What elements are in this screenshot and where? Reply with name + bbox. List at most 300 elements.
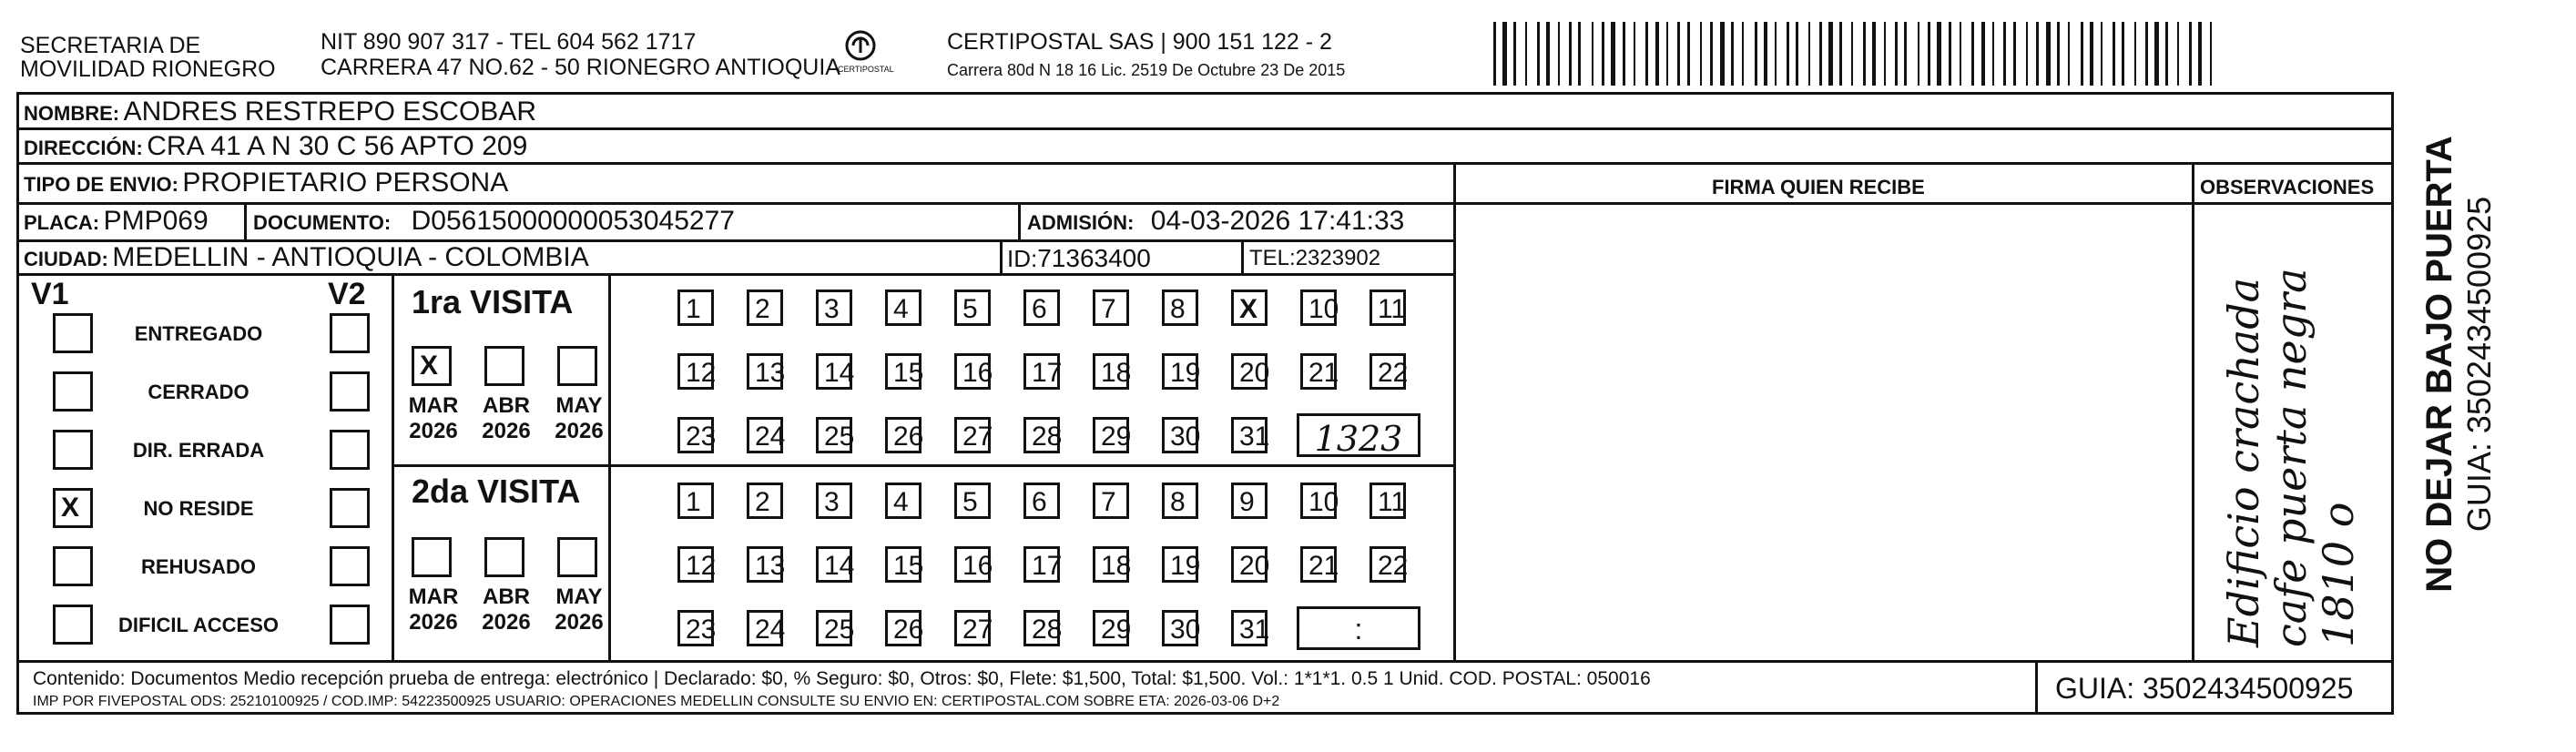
day-number: 18: [1101, 551, 1132, 581]
documento-label: DOCUMENTO:: [253, 211, 392, 234]
second-visit-day-box[interactable]: [816, 546, 855, 583]
courier-name: CERTIPOSTAL SAS | 900 151 122 - 2: [947, 29, 1332, 55]
day-number: 21: [1308, 551, 1339, 581]
time-value: :: [1354, 613, 1363, 645]
status-divider: [392, 273, 394, 663]
day-number: 21: [1308, 358, 1339, 388]
barcode-bar: [2003, 22, 2006, 86]
ciudad-label: CIUDAD:: [24, 248, 108, 270]
first-visit-day-box[interactable]: [1300, 353, 1337, 390]
year-label: 2026: [482, 419, 531, 443]
visit-divider: [392, 464, 1453, 467]
second-visit-day-box[interactable]: [677, 610, 717, 646]
second-visit-time-field[interactable]: [1297, 606, 1420, 650]
barcode-bar: [1928, 22, 1930, 86]
barcode-bar: [1904, 22, 1907, 86]
first-visit-day-box[interactable]: [954, 417, 991, 453]
guia-divider: [2035, 660, 2038, 715]
barcode-bar: [1720, 22, 1725, 86]
barcode-bar: [1731, 22, 1734, 86]
row-line: [16, 202, 1455, 205]
row-line: [16, 162, 2394, 165]
day-number: 3: [824, 487, 840, 517]
admision-divider: [1018, 202, 1021, 242]
visit-month-divider: [608, 273, 611, 663]
placa-divider: [244, 202, 247, 242]
barcode-bar: [1592, 22, 1593, 86]
first-visit-day-box[interactable]: [747, 417, 786, 453]
first-visit-title: 1ra VISITA: [412, 283, 574, 320]
tel-divider: [1241, 239, 1244, 276]
first-visit-day-box[interactable]: [747, 290, 783, 326]
day-number: 8: [1170, 487, 1186, 517]
second-visit-day-box[interactable]: [954, 610, 991, 646]
obs-header-line: [1453, 202, 2394, 205]
courier-license: Carrera 80d N 18 16 Lic. 2519 De Octubre 23 De 2015: [947, 61, 1346, 79]
day-number: 13: [755, 358, 786, 388]
tipo-value: PROPIETARIO PERSONA: [182, 168, 509, 198]
v1-checkbox[interactable]: [53, 488, 93, 528]
barcode-bar: [2068, 22, 2070, 86]
barcode-bar: [1971, 22, 1974, 86]
barcode-bar: [1537, 22, 1540, 86]
first-visit-day-box[interactable]: [1300, 290, 1337, 326]
day-number: 3: [824, 294, 840, 324]
barcode-bar: [2145, 22, 2148, 86]
admision-label: ADMISIÓN:: [1027, 211, 1135, 234]
barcode-bar: [2122, 22, 2124, 86]
day-number: 7: [1101, 487, 1116, 517]
barcode-bar: [2013, 22, 2016, 86]
firma-header: FIRMA QUIEN RECIBE: [1712, 176, 1925, 198]
id-divider: [1000, 239, 1003, 276]
first-visit-day-box[interactable]: [1162, 290, 1198, 326]
second-visit-day-box[interactable]: [885, 610, 924, 646]
nombre-label: NOMBRE:: [24, 102, 120, 125]
barcode-bar: [1851, 22, 1853, 86]
observaciones-line: 1810 o: [2314, 502, 2363, 647]
tipo-row: [24, 169, 508, 197]
status-option-label: CERRADO: [148, 381, 249, 403]
day-number: 30: [1170, 422, 1201, 452]
barcode-bar: [1787, 22, 1789, 86]
day-number: 26: [893, 615, 924, 645]
tipo-label: TIPO DE ENVIO:: [24, 173, 178, 196]
day-number: 31: [1239, 422, 1270, 452]
barcode-bar: [1755, 22, 1757, 86]
direccion-value: CRA 41 A N 30 C 56 APTO 209: [147, 131, 528, 161]
barcode-bar: [1677, 22, 1680, 86]
barcode-bar: [1808, 22, 1810, 86]
day-number: 12: [686, 551, 717, 581]
id-label: ID:: [1007, 245, 1038, 272]
month-label: MAY: [555, 584, 603, 609]
day-number: 9: [1239, 487, 1255, 517]
day-number: 20: [1239, 358, 1270, 388]
month-label: MAR: [408, 393, 459, 418]
barcode-bar: [2090, 22, 2093, 86]
month-label: MAR: [408, 584, 459, 609]
first-visit-day-box[interactable]: [816, 353, 855, 390]
sender-nit: NIT 890 907 317 - TEL 604 562 1717: [321, 29, 697, 55]
barcode-bar: [1884, 22, 1886, 86]
v2-checkbox[interactable]: [330, 488, 370, 528]
year-label: 2026: [409, 419, 458, 443]
first-visit-time-field[interactable]: [1297, 413, 1420, 457]
barcode-bar: [1742, 22, 1744, 86]
year-label: 2026: [409, 610, 458, 635]
first-visit-month-checkbox[interactable]: [484, 346, 524, 386]
barcode-bar: [1872, 22, 1876, 86]
status-option-label: DIR. ERRADA: [132, 439, 265, 462]
first-visit-day-box[interactable]: [885, 353, 924, 390]
second-visit-day-box[interactable]: [1023, 610, 1063, 646]
barcode-bar: [1796, 22, 1798, 86]
documento-value: D05615000000053045277: [411, 206, 735, 236]
side-guia: GUIA: 3502434500925: [2460, 196, 2498, 533]
tel-value: 2323902: [1295, 246, 1381, 270]
month-label: ABR: [483, 584, 530, 609]
second-visit-day-box[interactable]: [954, 483, 991, 519]
day-number: 19: [1170, 358, 1201, 388]
v1-header: V1: [31, 277, 69, 311]
barcode-bar: [1839, 22, 1842, 86]
frame-top-line: [16, 92, 2394, 95]
day-number: 2: [755, 294, 770, 324]
tel-label: TEL:: [1249, 246, 1296, 270]
year-label: 2026: [482, 610, 531, 635]
day-number: 24: [755, 615, 786, 645]
barcode-bar: [2026, 22, 2028, 86]
first-visit-day-box[interactable]: [954, 353, 991, 390]
day-number: 4: [893, 487, 909, 517]
barcode-bar: [1819, 22, 1822, 86]
barcode-bar: [2101, 22, 2103, 86]
barcode-bar: [1655, 22, 1659, 86]
admision-row: [1027, 208, 1404, 235]
v2-checkbox[interactable]: [330, 430, 370, 470]
second-visit-day-box[interactable]: [1369, 483, 1406, 519]
barcode-bar: [1710, 22, 1713, 86]
day-number: 14: [824, 358, 855, 388]
day-number: 31: [1239, 615, 1270, 645]
second-visit-day-box[interactable]: [1231, 546, 1268, 583]
second-visit-day-box[interactable]: [747, 610, 786, 646]
second-visit-day-box[interactable]: [1162, 610, 1201, 646]
first-visit-day-box[interactable]: [1231, 290, 1268, 326]
v2-checkbox[interactable]: [330, 546, 370, 586]
second-visit-day-box[interactable]: [1231, 610, 1268, 646]
barcode-bar: [2189, 22, 2192, 86]
barcode-bar: [1687, 22, 1690, 86]
observaciones-line: cafe puerta negra: [2266, 268, 2316, 647]
second-visit-day-box[interactable]: [954, 546, 991, 583]
day-number: 23: [686, 422, 717, 452]
day-number: 12: [686, 358, 717, 388]
v1-checkbox[interactable]: [53, 546, 93, 586]
barcode-bar: [1623, 22, 1625, 86]
v2-checkbox[interactable]: [330, 605, 370, 645]
v2-checkbox[interactable]: [330, 313, 370, 353]
first-visit-day-box[interactable]: [816, 417, 855, 453]
second-visit-title: 2da VISITA: [412, 473, 581, 510]
barcode-bar: [1546, 22, 1550, 86]
first-visit-day-box[interactable]: [1231, 353, 1268, 390]
barcode-bar: [2113, 22, 2115, 86]
second-visit-day-box[interactable]: [885, 483, 921, 519]
barcode-bar: [1937, 22, 1941, 86]
first-visit-day-box[interactable]: [1093, 290, 1129, 326]
observaciones-line: Edificio crachada: [2219, 277, 2268, 647]
second-visit-day-box[interactable]: [885, 546, 924, 583]
first-visit-day-box[interactable]: [1369, 353, 1409, 390]
second-visit-day-box[interactable]: [1023, 546, 1063, 583]
day-number: 22: [1378, 358, 1409, 388]
barcode-bar: [1578, 22, 1581, 86]
day-number: 6: [1032, 294, 1047, 324]
day-number: 2: [755, 487, 770, 517]
placa-label: PLACA:: [24, 211, 100, 234]
day-number: 27: [962, 615, 993, 645]
day-number: 6: [1032, 487, 1047, 517]
day-number: 27: [962, 422, 993, 452]
obs-left-line: [2192, 162, 2194, 663]
barcode-bar: [1558, 22, 1560, 86]
day-check-mark: X: [1239, 294, 1258, 324]
day-number: 18: [1101, 358, 1132, 388]
first-visit-day-box[interactable]: [885, 417, 924, 453]
barcode-bar: [2134, 22, 2136, 86]
day-number: 29: [1101, 615, 1132, 645]
barcode-bar: [1513, 22, 1516, 86]
second-visit-day-box[interactable]: [1093, 610, 1132, 646]
day-number: 23: [686, 615, 717, 645]
second-visit-month-checkbox[interactable]: [412, 537, 452, 577]
day-number: 17: [1032, 551, 1063, 581]
first-visit-day-box[interactable]: [1231, 417, 1268, 453]
barcode-bar: [1700, 22, 1702, 86]
second-visit-day-box[interactable]: [1369, 546, 1409, 583]
barcode-bar: [1525, 22, 1527, 86]
day-number: 30: [1170, 615, 1201, 645]
v1-checkbox[interactable]: [53, 313, 93, 353]
row-line: [16, 127, 2394, 130]
first-visit-day-box[interactable]: [1162, 417, 1201, 453]
day-number: 14: [824, 551, 855, 581]
barcode-bar: [1493, 22, 1496, 86]
first-visit-day-box[interactable]: [747, 353, 786, 390]
barcode-bar: [2210, 22, 2212, 86]
status-option-label: ENTREGADO: [134, 322, 263, 345]
first-visit-day-box[interactable]: [677, 417, 717, 453]
first-visit-day-box[interactable]: [677, 353, 717, 390]
barcode-bar: [1949, 22, 1951, 86]
barcode-bar: [1863, 22, 1866, 86]
tel-row: [1249, 248, 1380, 269]
barcode: [1493, 22, 2222, 86]
barcode-bar: [1666, 22, 1668, 86]
month-label: ABR: [483, 393, 530, 418]
day-number: 28: [1032, 422, 1063, 452]
first-visit-day-box[interactable]: [1162, 353, 1201, 390]
day-number: 25: [824, 422, 855, 452]
footer-contenido: Contenido: Documentos Medio recepción prueba de entrega: electrónico | Declarado: $0, % Seguro: $0, Otros: $0, Flete: $1,500, Total: $1,500. Vol.: 1*1*1. 0.5 1 Unid. COD. POSTAL: 050016: [33, 668, 1651, 689]
day-number: 15: [893, 358, 924, 388]
day-number: 5: [962, 294, 978, 324]
barcode-bar: [2046, 22, 2051, 86]
day-number: 11: [1378, 294, 1407, 324]
id-value: 71363400: [1037, 244, 1151, 272]
footer-guia: GUIA: 3502434500925: [2055, 672, 2354, 705]
day-number: 13: [755, 551, 786, 581]
barcode-bar: [2177, 22, 2179, 86]
logo-text: CERTIPOSTAL: [838, 65, 894, 74]
day-number: 29: [1101, 422, 1132, 452]
second-visit-day-box[interactable]: [1300, 546, 1337, 583]
status-option-label: NO RESIDE: [143, 497, 254, 520]
day-number: 16: [962, 551, 993, 581]
second-visit-day-box[interactable]: [1300, 483, 1337, 519]
id-row: [1007, 246, 1151, 271]
admision-value: 04-03-2026 17:41:33: [1150, 206, 1405, 236]
day-number: 19: [1170, 551, 1201, 581]
day-number: 10: [1308, 294, 1339, 324]
second-visit-day-box[interactable]: [1023, 483, 1060, 519]
first-visit-day-box[interactable]: [677, 290, 714, 326]
day-number: 28: [1032, 615, 1063, 645]
nombre-row: [24, 98, 536, 126]
first-visit-day-box[interactable]: [1023, 417, 1063, 453]
row-line: [16, 273, 1455, 276]
v1-check-mark: X: [61, 493, 80, 523]
documento-row: [253, 208, 735, 235]
first-visit-day-box[interactable]: [816, 290, 852, 326]
v1-checkbox[interactable]: [53, 430, 93, 470]
day-number: 15: [893, 551, 924, 581]
second-visit-month-checkbox[interactable]: [484, 537, 524, 577]
sender-name: SECRETARIA DE: [20, 33, 201, 58]
v1-checkbox[interactable]: [53, 605, 93, 645]
day-number: 17: [1032, 358, 1063, 388]
barcode-bar: [1634, 22, 1635, 86]
side-text: [2404, 91, 2513, 637]
second-visit-day-box[interactable]: [1093, 546, 1132, 583]
second-visit-day-box[interactable]: [677, 546, 717, 583]
day-number: 11: [1378, 487, 1407, 517]
month-check-mark: X: [420, 351, 439, 381]
barcode-bar: [1645, 22, 1648, 86]
second-visit-day-box[interactable]: [1231, 483, 1268, 519]
direccion-row: [24, 133, 527, 160]
side-warning: NO DEJAR BAJO PUERTA: [2419, 136, 2459, 593]
barcode-bar: [1960, 22, 1961, 86]
ciudad-row: [24, 244, 589, 271]
barcode-bar: [1602, 22, 1604, 86]
day-number: 24: [755, 422, 786, 452]
status-option-label: DIFICIL ACCESO: [117, 614, 279, 636]
status-option-label: REHUSADO: [141, 555, 256, 578]
observaciones-handwriting: [2200, 206, 2382, 658]
day-number: 22: [1378, 551, 1409, 581]
time-value: 1323: [1314, 419, 1403, 459]
year-label: 2026: [555, 419, 604, 443]
direccion-label: DIRECCIÓN:: [24, 137, 143, 159]
day-number: 26: [893, 422, 924, 452]
barcode-bar: [2154, 22, 2159, 86]
barcode-bar: [1992, 22, 1994, 86]
v1-checkbox[interactable]: [53, 371, 93, 412]
second-visit-day-box[interactable]: [1162, 546, 1201, 583]
day-number: 1: [686, 487, 701, 517]
footer-imp: IMP POR FIVEPOSTAL ODS: 25210100925 / COD.IMP: 54223500925 USUARIO: OPERACIONES MEDELLIN CONSULTE SU ENVIO EN: CERTIPOSTAL.COM SOBRE ETA: 2026-03-06 D+2: [33, 694, 1280, 709]
firma-area[interactable]: [1457, 206, 2190, 658]
year-label: 2026: [555, 610, 604, 635]
sender-org: MOVILIDAD RIONEGRO: [20, 56, 276, 82]
barcode-bar: [2036, 22, 2039, 86]
barcode-bar: [2081, 22, 2083, 86]
barcode-bar: [1502, 22, 1507, 86]
second-visit-day-box[interactable]: [1093, 483, 1129, 519]
barcode-bar: [2057, 22, 2060, 86]
first-visit-day-box[interactable]: [1093, 417, 1132, 453]
day-number: 1: [686, 294, 701, 324]
second-visit-month-checkbox[interactable]: [557, 537, 597, 577]
barcode-bar: [1569, 22, 1572, 86]
first-visit-day-box[interactable]: [1023, 290, 1060, 326]
second-visit-day-box[interactable]: [747, 483, 783, 519]
barcode-bar: [2165, 22, 2168, 86]
certipostal-logo-icon: [838, 27, 894, 84]
first-visit-day-box[interactable]: [1369, 290, 1406, 326]
second-visit-day-box[interactable]: [1162, 483, 1198, 519]
firma-left-line: [1453, 162, 1456, 663]
v2-header: V2: [328, 277, 366, 311]
nombre-value: ANDRES RESTREPO ESCOBAR: [123, 97, 536, 127]
second-visit-day-box[interactable]: [816, 483, 852, 519]
day-number: 4: [893, 294, 909, 324]
first-visit-day-box[interactable]: [885, 290, 921, 326]
ciudad-value: MEDELLIN - ANTIOQUIA - COLOMBIA: [112, 242, 589, 272]
day-number: 8: [1170, 294, 1186, 324]
first-visit-day-box[interactable]: [1023, 353, 1063, 390]
v2-checkbox[interactable]: [330, 371, 370, 412]
frame-right-line: [2391, 92, 2394, 715]
first-visit-day-box[interactable]: [954, 290, 991, 326]
barcode-bar: [1895, 22, 1898, 86]
barcode-bar: [1828, 22, 1833, 86]
first-visit-month-checkbox[interactable]: [412, 346, 452, 386]
barcode-bar: [2198, 22, 2202, 86]
month-label: MAY: [555, 393, 603, 418]
first-visit-day-box[interactable]: [1093, 353, 1132, 390]
day-number: 7: [1101, 294, 1116, 324]
day-number: 25: [824, 615, 855, 645]
barcode-bar: [1611, 22, 1615, 86]
second-visit-day-box[interactable]: [816, 610, 855, 646]
barcode-bar: [1918, 22, 1919, 86]
second-visit-day-box[interactable]: [677, 483, 714, 519]
placa-value: PMP069: [103, 206, 209, 236]
day-number: 10: [1308, 487, 1339, 517]
frame-left-line: [16, 92, 19, 715]
first-visit-month-checkbox[interactable]: [557, 346, 597, 386]
day-number: 20: [1239, 551, 1270, 581]
second-visit-day-box[interactable]: [747, 546, 786, 583]
barcode-bar: [1981, 22, 1985, 86]
barcode-bar: [1764, 22, 1767, 86]
placa-row: [24, 208, 209, 235]
day-number: 16: [962, 358, 993, 388]
